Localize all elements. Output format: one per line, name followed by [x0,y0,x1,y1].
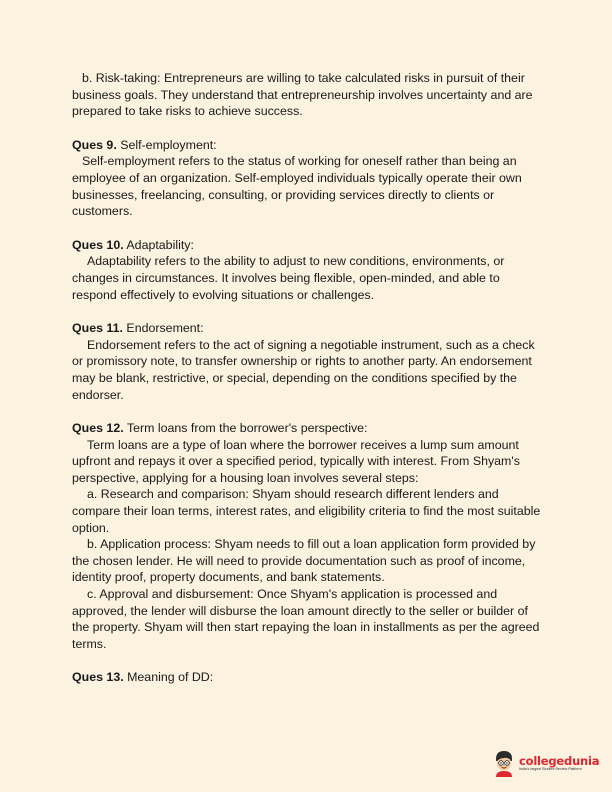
answer-paragraph: Adaptability refers to the ability to adjust to new conditions, environments, or changes in circumstances. It involves being flexible, open-minded, and able to respond effectively to evolving situations or challenges. [72,254,505,302]
question-heading [72,669,546,686]
question-title: Meaning of DD: [123,670,214,685]
question-heading [72,320,546,337]
question-12 [72,420,546,652]
student-avatar-icon [492,749,516,777]
question-title: Adaptability: [123,237,194,252]
question-label: Ques 11. [72,321,123,336]
answer-step: a. Research and comparison: Shyam should research different lenders and compare their loan terms, interest rates, and eligibility criteria to find the most suitable option. [72,487,541,535]
document-page [72,70,546,703]
question-9 [72,137,546,220]
question-label: Ques 10. [72,237,124,252]
logo-name: collegedunia [519,753,600,768]
answer-paragraph: Self-employment refers to the status of working for oneself rather than being an employee of an organization. Self-employed individuals typically operate their own businesses, freelancing, consulting, or providing services directly to clients or customers. [72,154,522,219]
answer-paragraph: Term loans are a type of loan where the borrower receives a lump sum amount upfront and repays it over a specified period, typically with interest. From Shyam's perspective, applying for a housing loan involves several steps: [72,437,520,485]
answer-step: b. Application process: Shyam needs to fill out a loan application form provided by the chosen lender. He will need to provide documentation such as proof of income, identity proof, property documents, and bank statements. [72,537,536,585]
question-label: Ques 12. [72,421,124,436]
collegedunia-logo [492,748,600,778]
question-11 [72,320,546,403]
question-10 [72,237,546,303]
logo-tagline: India's largest Student Review Platform [519,766,582,771]
question-heading [72,237,546,254]
intro-section [72,70,546,120]
question-title: Self-employment: [116,137,217,152]
question-label: Ques 13. [72,670,124,685]
answer-step: c. Approval and disbursement: Once Shyam's application is processed and approved, the lender will disburse the loan amount directly to the seller or builder of the property. Shyam will then start repaying the loan in installments as per the agreed terms. [72,587,540,651]
intro-paragraph: b. Risk-taking: Entrepreneurs are willing to take calculated risks in pursuit of their business goals. They understand that entrepreneurship involves uncertainty and are prepared to take risks to achieve success. [72,71,533,119]
answer-paragraph: Endorsement refers to the act of signing a negotiable instrument, such as a check or promissory note, to transfer ownership or rights to another party. An endorsement may be blank, restrictive, or special, depending on the conditions specified by the endorser. [72,337,535,402]
question-label: Ques 9. [72,137,117,152]
question-heading [72,420,546,437]
question-title: Term loans from the borrower's perspective: [123,421,368,436]
question-title: Endorsement: [122,321,204,336]
question-13 [72,669,546,686]
question-heading [72,137,546,154]
